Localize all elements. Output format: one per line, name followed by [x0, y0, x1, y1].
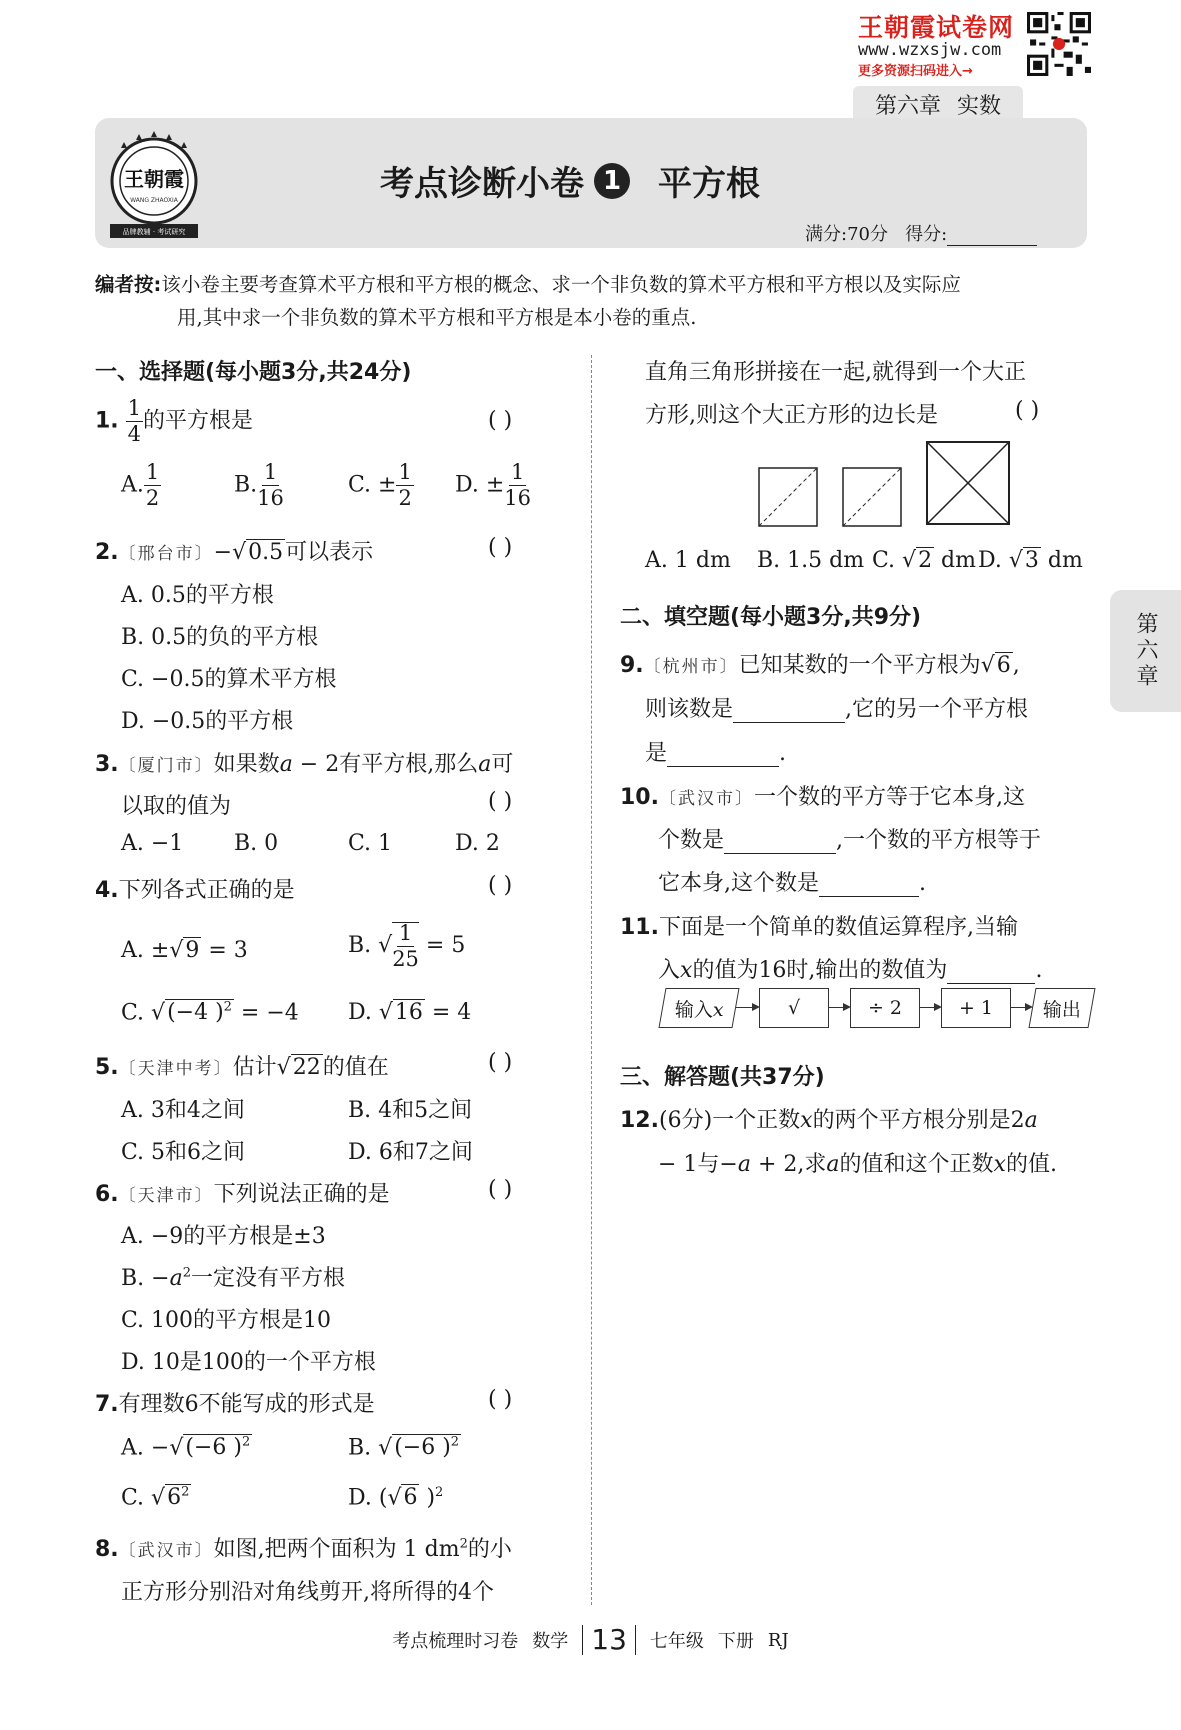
q6-option-b[interactable]: B. $-a^2$一定没有平方根 [121, 1265, 346, 1291]
q1-frac-den: 4 [127, 422, 142, 446]
q8-line4: 方形,则这个大正方形的边长是 [645, 403, 938, 428]
small-square-1 [759, 468, 817, 526]
full-score: 满分:70分 [805, 224, 888, 245]
question-7: 7.有理数6不能写成的形式是 [95, 1392, 375, 1417]
q8-squares-figure [755, 440, 1015, 530]
flow-output-box: 输出 [1028, 988, 1095, 1028]
chapter-name: 实数 [957, 93, 1002, 119]
q11-line2: 入x的值为16时,输出的数值为 . [658, 958, 1043, 983]
q8-line3: 直角三角形拼接在一起,就得到一个大正 [645, 360, 1026, 385]
q8-line2: 正方形分别沿对角线剪开,将所得的4个 [121, 1580, 494, 1605]
q1-option-c[interactable]: C. ± $\frac{1}{2}$ [348, 460, 412, 510]
flow-arrow [829, 1007, 849, 1008]
section-fill: 二、填空题(每小题3分,共9分) [620, 605, 922, 630]
page-number: 13 [582, 1625, 636, 1655]
small-square-2 [843, 468, 901, 526]
flow-arrow [1011, 1007, 1031, 1008]
q2-option-d[interactable]: D. −0.5的平方根 [121, 709, 294, 734]
flow-sqrt-box: √ [759, 988, 829, 1028]
question-9: 9.〔杭州市〕已知某数的一个平方根为√6, [620, 653, 1020, 678]
q5-option-a[interactable]: A. 3和4之间 [121, 1098, 245, 1123]
q1-answer-paren[interactable]: ( ) [488, 408, 513, 433]
footer-series: 考点梳理时习卷 [392, 1631, 519, 1652]
editor-line2: 用,其中求一个非负数的算术平方根和平方根是本小卷的重点. [177, 306, 697, 329]
question-8: 8.〔武汉市〕如图,把两个面积为 1 $dm^2$的小 [95, 1536, 512, 1562]
question-4: 4.下列各式正确的是 [95, 878, 295, 903]
brand-url[interactable]: www.wzxsjw.com [858, 40, 1002, 60]
svg-text:WANG ZHAOXIA: WANG ZHAOXIA [130, 197, 178, 204]
q7-option-d[interactable]: D. (√6 )$^2$ [348, 1485, 444, 1511]
score-line [805, 220, 1037, 246]
q8-option-a[interactable]: A. 1 dm [645, 548, 731, 573]
flow-add-box: + 1 [941, 988, 1011, 1028]
editor-line1: 该小卷主要考查算术平方根和平方根的概念、求一个非负数的算术平方根和平方根以及实际应 [161, 273, 961, 296]
score-blank[interactable] [947, 227, 1037, 246]
q1-option-d[interactable]: D. ± $\frac{1}{16}$ [455, 460, 532, 510]
q2-option-b[interactable]: B. 0.5的负的平方根 [121, 625, 319, 650]
svg-text:品牌教辅 · 考试研究: 品牌教辅 · 考试研究 [122, 228, 186, 236]
column-divider [591, 355, 592, 1605]
q10-blank-1[interactable] [724, 831, 836, 854]
q3-option-c[interactable]: C. 1 [348, 831, 393, 856]
question-5: 5.〔天津中考〕估计√22的值在 [95, 1055, 389, 1080]
q3-option-d[interactable]: D. 2 [455, 831, 500, 856]
logo-seal-icon [104, 126, 204, 244]
q8-option-b[interactable]: B. 1.5 dm [757, 548, 865, 573]
q1-fraction [126, 398, 143, 445]
chapter-number: 第六章 [874, 93, 941, 119]
q2-answer-paren[interactable]: ( ) [488, 535, 513, 560]
score-label: 得分: [905, 224, 948, 245]
q7-option-c[interactable]: C. $√6^2$ [121, 1485, 190, 1511]
question-1 [95, 398, 253, 445]
chapter-tab [853, 86, 1023, 122]
q2-option-a[interactable]: A. 0.5的平方根 [121, 583, 274, 608]
q10-line3: 它本身,这个数是 . [658, 871, 926, 896]
q3-option-b[interactable]: B. 0 [234, 831, 279, 856]
footer-subject: 数学 [532, 1631, 569, 1652]
question-6: 6.〔天津市〕下列说法正确的是 [95, 1182, 390, 1207]
editor-note [95, 268, 1091, 334]
q4-option-d[interactable]: D. √16 = 4 [348, 1000, 472, 1025]
brand-hint: 更多资源扫码进入→ [858, 64, 973, 79]
q3-option-a[interactable]: A. −1 [121, 831, 184, 856]
section-choice: 一、选择题(每小题3分,共24分) [95, 360, 412, 385]
flow-arrow [736, 1007, 758, 1008]
q9-line2: 则该数是 ,它的另一个平方根 [645, 697, 1029, 722]
q5-option-d[interactable]: D. 6和7之间 [348, 1140, 473, 1165]
flow-arrow [920, 1007, 940, 1008]
footer-edition: RJ [767, 1629, 789, 1651]
q1-text: 的平方根是 [143, 408, 254, 434]
q9-blank-1[interactable] [733, 700, 845, 723]
title-topic: 平方根 [658, 164, 760, 204]
footer-term: 下册 [717, 1631, 754, 1652]
question-2: 2.〔邢台市〕−√0.5可以表示 [95, 540, 374, 565]
title-prefix: 考点诊断小卷 [380, 164, 584, 204]
q6-option-c[interactable]: C. 100的平方根是10 [121, 1308, 332, 1333]
q6-option-a[interactable]: A. −9的平方根是±3 [121, 1224, 326, 1249]
qr-code-icon[interactable] [1027, 12, 1091, 76]
q11-blank[interactable] [947, 961, 1035, 984]
q9-line3: 是 . [645, 741, 787, 766]
q2-option-c[interactable]: C. −0.5的算术平方根 [121, 667, 337, 692]
q1-option-b[interactable]: B. $\frac{1}{16}$ [234, 460, 284, 510]
q8-option-d[interactable]: D. √3 dm [978, 548, 1083, 573]
q9-blank-2[interactable] [667, 744, 779, 767]
q7-option-b[interactable]: B. √(−6 )$^2$ [348, 1435, 460, 1461]
question-11: 11.下面是一个简单的数值运算程序,当输 [620, 915, 1018, 940]
q8-option-c[interactable]: C. √2 dm [872, 548, 976, 573]
q12-line2: − 1与−a + 2,求a的值和这个正数x的值. [658, 1152, 1057, 1177]
q4-answer-paren[interactable]: ( ) [488, 873, 513, 898]
side-chapter-tab[interactable]: 第六章 [1110, 590, 1181, 712]
footer [0, 1625, 1181, 1655]
q3-line2: 以取的值为 [121, 794, 232, 819]
question-3: 3.〔厦门市〕如果数a − 2有平方根,那么a可 [95, 752, 514, 777]
q6-answer-paren[interactable]: ( ) [488, 1177, 513, 1202]
brand-name: 王朝霞试卷网 [858, 13, 1015, 42]
q3-answer-paren[interactable]: ( ) [488, 789, 513, 814]
q2-source: 〔邢台市〕 [118, 544, 214, 564]
flow-divide-box: ÷ 2 [850, 988, 920, 1028]
question-10: 10.〔武汉市〕一个数的平方等于它本身,这 [620, 785, 1025, 810]
q5-option-b[interactable]: B. 4和5之间 [348, 1098, 473, 1123]
q1-option-a[interactable]: A. $\frac{1}{2}$ [121, 460, 160, 510]
q10-line2: 个数是 ,一个数的平方根等于 [658, 828, 1042, 853]
page-title [380, 156, 760, 205]
title-number-badge: 1 [594, 163, 630, 199]
svg-text:王朝霞: 王朝霞 [124, 167, 184, 191]
q1-number: 1. [95, 408, 119, 434]
q11-flow-diagram [656, 988, 1096, 1032]
footer-grade: 七年级 [649, 1631, 704, 1652]
q7-option-a[interactable]: A. −√(−6 )$^2$ [121, 1435, 251, 1461]
editor-label: 编者按: [95, 273, 162, 296]
question-12: 12.(6分)一个正数x的两个平方根分别是2a [620, 1108, 1038, 1133]
q6-option-d[interactable]: D. 10是100的一个平方根 [121, 1350, 376, 1375]
q7-answer-paren[interactable]: ( ) [488, 1387, 513, 1412]
q5-option-c[interactable]: C. 5和6之间 [121, 1140, 246, 1165]
section-solve: 三、解答题(共37分) [620, 1065, 825, 1090]
flow-input-box: 输入x [658, 988, 739, 1028]
q8-answer-paren[interactable]: ( ) [1015, 398, 1040, 423]
q1-frac-num: 1 [127, 396, 142, 420]
q4-option-a[interactable]: A. ±√9 = 3 [121, 938, 248, 963]
q5-answer-paren[interactable]: ( ) [488, 1050, 513, 1075]
q4-option-b[interactable]: B. √ $\frac{1}{25}$ = 5 [348, 921, 466, 971]
q4-option-c[interactable]: C. √(−4 )$^2$ = −4 [121, 1000, 299, 1026]
q10-blank-2[interactable] [819, 874, 919, 897]
